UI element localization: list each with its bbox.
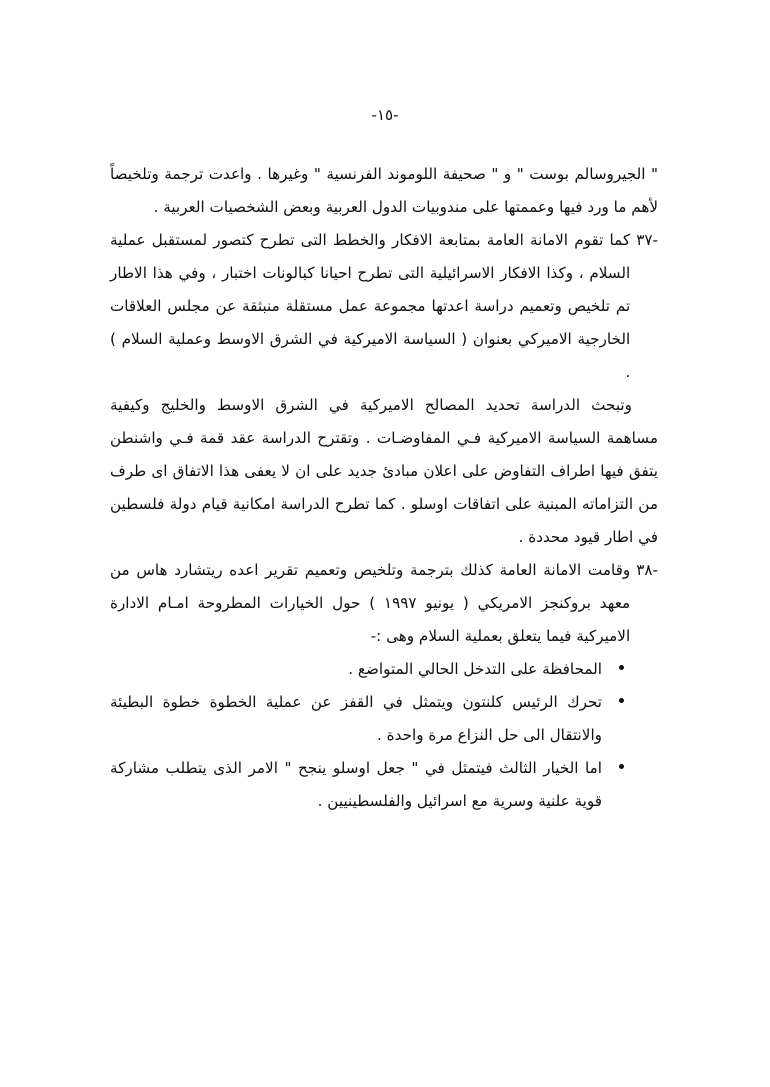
list-item	[110, 752, 624, 818]
bullet-dot-icon	[619, 698, 624, 703]
bullet-dot-icon	[619, 665, 624, 670]
list-item-text: تحرك الرئيس كلنتون ويتمثل في القفز عن عملية الخطوة خطوة البطيئة والانتقال الى حل النزاع مرة واحدة .	[110, 693, 602, 744]
numbered-item-37	[110, 224, 658, 389]
bullet-dot-icon	[619, 764, 624, 769]
list-item-text: المحافظة على التدخل الحالي المتواضع .	[348, 660, 602, 678]
bullet-list	[110, 653, 658, 818]
document-body	[110, 158, 658, 818]
list-item-text: اما الخيار الثالث فيتمثل في " جعل اوسلو ينجح " الامر الذى يتطلب مشاركة قوية علنية وسرية مع اسرائيل والفلسطينيين .	[110, 759, 602, 810]
subparagraph-37: وتبحث الدراسة تحديد المصالح الاميركية في الشرق الاوسط والخليج وكيفية مساهمة السياسة الاميركية فـي المفاوضـات . وتقترح الدراسة عقد قمة فـي واشنطن يتفق فيها اطراف التفاوض على اعلان مبادئ جديد على ان لا يعفى هذا الاتفاق اى طرف من التزاماته المبنية على اتفاقات اوسلو . كما تطرح الدراسة امكانية قيام دولة فلسطين في اطار قيود محددة .	[110, 396, 658, 546]
list-item	[110, 686, 624, 752]
page-number: -١٥-	[371, 106, 399, 124]
item-number-37: -٣٧	[636, 231, 658, 249]
item-text-37: كما تقوم الامانة العامة بمتابعة الافكار والخطط التى تطرح كتصور لمستقبل عملية السلام ، وكذا الافكار الاسرائيلية التى تطرح احيانا كبالونات اختبار ، وفي هذا الاطار تم تلخيص وتعميم دراسة اعدتها مجموعة عمل مستقلة منبثقة عن مجلس العلاقات الخارجية الاميركي بعنوان ( السياسة الاميركية في الشرق الاوسط وعملية السلام ) .	[110, 231, 631, 381]
item-text-38: وقامت الامانة العامة كذلك بترجمة وتلخيص وتعميم تقرير اعده ريتشارد هاس من معهد بروكنجز الامريكي ( يونيو ١٩٩٧ ) حول الخيارات المطروحة امـام الادارة الاميركية فيما يتعلق بعملية السلام وهى :-	[110, 561, 631, 645]
intro-paragraph: " الجيروسالم بوست " و " صحيفة اللوموند الفرنسية " وغيرها . واعدت ترجمة وتلخيصاً لأهم ما ورد فيها وعممتها على مندوبيات الدول العربية وبعض الشخصيات العربية .	[110, 165, 658, 216]
item-number-38: -٣٨	[636, 561, 658, 579]
numbered-item-38	[110, 554, 658, 653]
list-item	[110, 653, 624, 686]
